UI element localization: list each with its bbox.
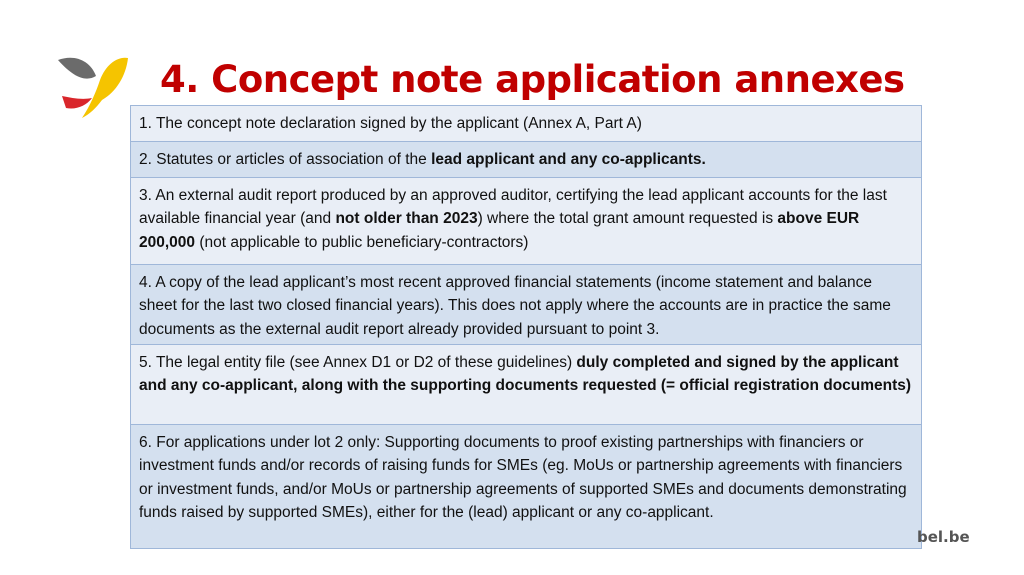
row-text: 6. For applications under lot 2 only: Supporting documents to proof existing partnerships with financiers or investment funds and/or records of raising funds for SMEs (eg. MoUs or partnership agreements with financiers or investment funds, and/or MoUs or partnership agreements of supported SMEs and documents demonstrating funds raised by supported SMEs), either for the (lead) applicant or any co-applicant.	[139, 434, 907, 521]
row-text: 4. A copy of the lead applicant’s most recent approved financial statements (income statement and balance sheet for the last two closed financial years). This does not apply where the accounts are in practice the same documents as the external audit report already provided pursuant to point 3.	[139, 274, 891, 338]
row-text-bold: lead applicant and any co-applicants.	[431, 151, 706, 168]
enabel-logo	[56, 52, 130, 120]
row-text-bold: above EUR 200,000	[139, 210, 860, 251]
row-text: 2. Statutes or articles of association of the	[139, 151, 432, 168]
table-row	[131, 345, 921, 425]
page-title: 4. Concept note application annexes	[160, 58, 905, 101]
annexes-table	[130, 105, 922, 549]
table-row	[131, 142, 921, 178]
row-text: 3. An external audit report produced by an approved auditor, certifying the lead applicant accounts for the last available financial year (and	[139, 187, 887, 228]
row-text: ) where the total grant amount requested is	[477, 210, 778, 228]
row-text-bold: not older than 2023	[335, 210, 478, 228]
table-row	[131, 178, 921, 265]
row-text-bold: duly completed and signed by the applicant and any co-applicant, along with the supporting documents requested (= official registration documents)	[139, 354, 912, 395]
table-row	[131, 106, 921, 142]
row-text: 5. The legal entity file (see Annex D1 or D2 of these guidelines)	[139, 354, 577, 371]
footer-brand-text: bel.be	[917, 528, 970, 546]
table-row	[131, 425, 921, 548]
table-row	[131, 265, 921, 345]
row-text: 1. The concept note declaration signed by the applicant (Annex A, Part A)	[139, 115, 642, 132]
row-text: (not applicable to public beneficiary-contractors)	[195, 233, 529, 251]
